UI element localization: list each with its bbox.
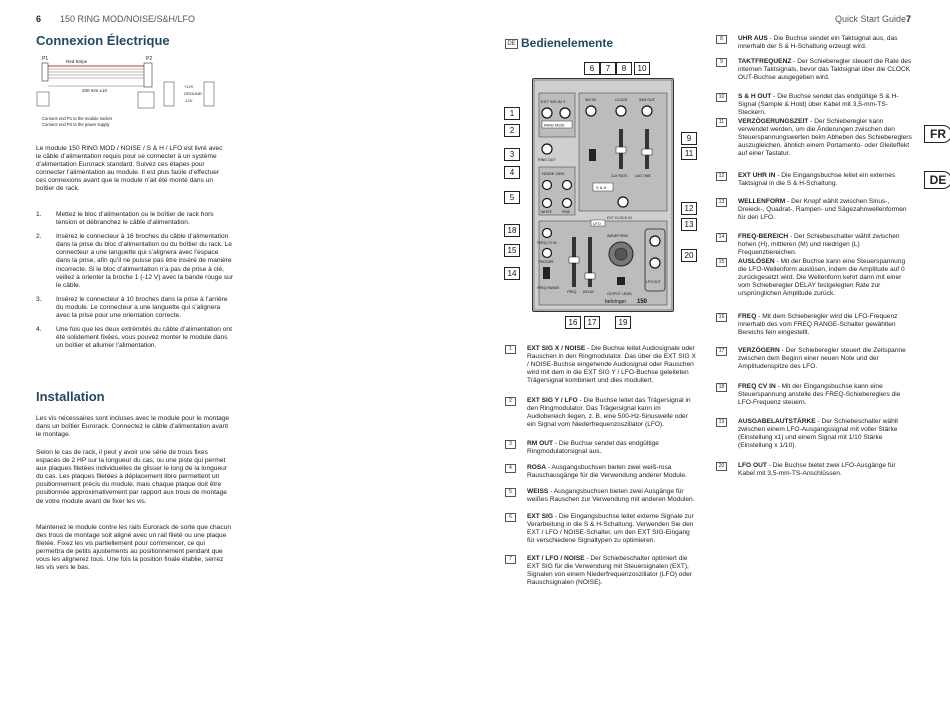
- panel-freq-label: FREQ: [567, 290, 577, 294]
- callout-left: 18: [504, 224, 520, 237]
- step-text: Insérez le connecteur à 16 broches du câble d’alimentation dans la prise du bloc d’alimentation ou du boîtier du rack. Le connecteur a une languette qui s’alignera avec l’espace dans la prise, afin qu’il ne puisse pas être inséré de manière incorrecte. Si le bloc d’alimentation n’a pas de prise à clé, veillez à orienter la broche 1 (-12 V) avec la bande rouge sur le câble.: [56, 233, 234, 289]
- callout-bottom: 17: [584, 316, 600, 329]
- callout-left: 4: [504, 166, 520, 179]
- panel-ring-mod-label: RING MOD: [544, 122, 565, 128]
- language-badge-de[interactable]: DE: [924, 171, 950, 189]
- panel-trigger-label: TRIGGER: [538, 260, 554, 264]
- control-item: 14 FREQ-BEREICH - Der Schiebeschalter wählt zwischen hohen (H), mittleren (M) und niedrigen (L) Frequenzbereichen.: [716, 233, 912, 257]
- panel-ext-clock-label: EXT CLOCK IN: [607, 216, 632, 220]
- panel-model-label: 150: [637, 299, 648, 305]
- step-text: Insérez le connecteur à 10 broches dans la prise à l’arrière du module. Le connecteur a une languette qui s’alignera avec la prise pour une orientation correcte.: [56, 295, 228, 320]
- step-number: 1.: [36, 211, 42, 218]
- control-item: 8 UHR AUS - Die Buchse sendet ein Taktsignal aus, das innerhalb der S & H-Schaltung erzeugt wird.: [716, 35, 912, 51]
- control-item: 6 EXT SIG - Die Eingangsbuchse leitet externe Signale zur Verarbeitung in die S & H-Schaltung. Verwenden Sie den EXT / LFO / NOISE-Schalter, um den EXT SIG-Eingang für verschiedene Signaltypen zu optimieren.: [505, 513, 697, 545]
- step-item: [36, 211, 234, 227]
- panel-sh-in-label: SIG IN: [585, 98, 596, 102]
- step-text: Mettez le bloc d’alimentation ou le boîtier de rack hors tension et débranchez le câble d’alimentation.: [56, 211, 214, 227]
- diagram-note-p2: Connect end P2 to the power supply: [42, 122, 110, 127]
- step-number: 2.: [36, 233, 42, 241]
- cable-length-label: 200 mm ±10: [82, 88, 107, 93]
- step-item: [36, 296, 234, 320]
- control-item: 12 EXT UHR IN - Die Eingangsbuchse leitet ein externes Taktsignal in die S & H-Schaltung.: [716, 172, 912, 188]
- language-tag-de: DE: [505, 39, 518, 49]
- control-item: 18 FREQ CV IN - Mit der Eingangsbuchse kann eine Steuerspannung anstelle des FREQ-Schiebereglers die LFO-Frequenz steuern.: [716, 383, 912, 407]
- language-badge-fr[interactable]: FR: [924, 125, 950, 143]
- control-item: 13 WELLENFORM - Der Knopf wählt zwischen Sinus-, Dreieck-, Quadrat-, Rampen- und Sägezahnwellenformen für den LFO.: [716, 198, 912, 222]
- panel-pink-label: PINK: [562, 210, 570, 214]
- callout-right: 20: [681, 249, 697, 262]
- panel-ring-out-label: RING OUT: [538, 158, 556, 162]
- right-page-number: 7: [906, 14, 912, 24]
- callout-top: 10: [634, 62, 650, 75]
- install-steps-list: [36, 211, 234, 356]
- right-running-header: Quick Start Guide: [835, 14, 907, 24]
- callout-top: 6: [584, 62, 600, 75]
- left-running-header: 150 RING MOD/NOISE/S&H/LFO: [60, 14, 196, 24]
- callout-right: 9: [681, 132, 697, 145]
- panel-clock-label: CLOCK: [615, 98, 628, 102]
- panel-noise-gen-label: NOISE GEN: [542, 171, 565, 176]
- install-paragraph-3: Maintenez le module contre les rails Eurorack de sorte que chacun des trous de montage soit aligné avec un rail fileté ou une plaque filetée. Fixez les vis partiellement pour commencer, ce qui permettra de petits ajustements au positionnement pendant que vous les alignerez tous. Une fois la position finale établie, serrez les vis vers le bas.: [36, 524, 231, 572]
- callout-top: 7: [600, 62, 616, 75]
- callout-bottom: 16: [565, 316, 581, 329]
- callout-left: 15: [504, 244, 520, 257]
- panel-lfo-out-label: LFO OUT: [646, 280, 661, 284]
- left-page-number: 6: [36, 14, 42, 24]
- control-item: 2 EXT SIG Y / LFO - Die Buchse leitet das Trägersignal in den Ringmodulator. Das Trägersignal kann im Audiobereich liegen, z. B. eine 500-Hz-Sinuswelle oder ein Signal vom Niederfrequenzoszillator (LFO).: [505, 397, 697, 429]
- control-item: 10 S & H OUT - Die Buchse sendet das endgültige S & H-Signal (Sample & Hold) über Kabel mit 3,5-mm-TS-Steckern.: [716, 93, 912, 117]
- control-item: 17 VERZÖGERN - Der Schieberegler steuert die Zeitspanne zwischen dem Beginn einer neuen Note und der Amplitudenspitze des LFO.: [716, 347, 912, 371]
- callout-right: 12: [681, 202, 697, 215]
- section-title-connexion: Connexion Électrique: [36, 33, 170, 48]
- callout-right: 11: [681, 147, 697, 160]
- panel-ext-sig-label: EXT SIG IN Y: [541, 99, 566, 104]
- control-item: 4 ROSA - Ausgangsbuchsen bieten zwei weiß-rosa Rauschausgänge für die Verwendung anderer Module.: [505, 464, 697, 480]
- control-item: 16 FREQ - Mit dem Schieberegler wird die LFO-Frequenz innerhalb des vom FREQ RANGE-Schalter gewählten Bereichs fein eingestellt.: [716, 313, 912, 337]
- callout-right: 13: [681, 218, 697, 231]
- control-item: 9 TAKTFREQUENZ - Der Schieberegler steuert die Rate des internen Taktsignals, bevor das Taktsignal über die CLOCK OUT-Buchse ausgegeben wird.: [716, 58, 912, 82]
- control-item: 7 EXT / LFO / NOISE - Der Schiebeschalter optimiert die EXT SIG für die Verwendung mit Steuersignalen (EXT), Signalen von einem Niederfrequenzoszillator (LFO) oder Rauschsignalen (NOISE).: [505, 555, 697, 587]
- control-item: 5 WEISS - Ausgangsbuchsen bieten zwei Ausgänge für weißes Rauschen zur Verwendung mit anderen Modulen.: [505, 488, 697, 504]
- diagram-note-p1: Connect end P1 to the module socket: [42, 116, 112, 121]
- panel-lfo-label: LFO: [593, 221, 601, 226]
- control-item: 15 AUSLÖSEN - Mit der Buchse kann eine Steuerspannung die LFO-Wellenform auslösen, indem die Amplitude auf 0 zurückgesetzt wird. Die Wellenform kehrt dann mit einer vom Schieberegler DELAY festgelegten Rate zur ursprünglichen Amplitude zurück.: [716, 258, 912, 298]
- callout-left: 1: [504, 107, 520, 120]
- callout-left: 2: [504, 124, 520, 137]
- panel-sh-label: S & H: [596, 185, 607, 190]
- panel-brand-label: behringer: [605, 299, 627, 305]
- control-item: 19 AUSGABELAUTSTÄRKE - Der Schiebeschalter wählt zwischen einem LFO-Ausgangssignal mit voller Stärke (Einstellung x1) und einem Signal mit 1/10 Stärke (Einstellung x 1/10).: [716, 418, 912, 450]
- control-item: 11 VERZÖGERUNGSZEIT - Der Schieberegler kann verwendet werden, um die Änderungen zwischen den Steuerspannungswerten beim Abheben des Schiebereglers auszugleichen, ähnlich einem Portamento- oder Gleiteffekt auf einer Tastatur.: [716, 118, 912, 158]
- panel-freq-cv-label: FREQ CV IN: [537, 241, 557, 245]
- panel-clk-rate-label: CLK RATE: [611, 174, 628, 178]
- section-title-bedienelemente: Bedienelemente: [521, 36, 614, 50]
- module-panel-art: [533, 79, 673, 311]
- callout-left: 3: [504, 148, 520, 161]
- panel-lag-time-label: LAG TIME: [635, 174, 651, 178]
- connector-p1: [42, 63, 48, 81]
- callout-bottom: 19: [615, 316, 631, 329]
- section-title-installation: Installation: [36, 389, 105, 404]
- panel-delay-label: DELAY: [583, 290, 594, 294]
- control-item: 1 EXT SIG X / NOISE - Die Buchse leitet Audiosignale oder Rauschen in den Ringmodulator. Das über die EXT SIG X / NOISE-Buchse eingehende Audiosignal oder Rauschen wird mit dem in die EXT SIG Y / LFO-Buchse geleiteten Trägersignal kombiniert und dies moduliert.: [505, 345, 697, 385]
- step-item: [36, 326, 234, 350]
- pin-label-ground: GROUND: [184, 91, 202, 96]
- intro-paragraph: Le module 150 RING MOD / NOISE / S & H / LFO est livré avec le câble d’alimentation requis pour se connecter à un système d’alimentation Eurorack standard. Suivez ces étapes pour connecter l’alimentation au module. Il est plus facile d’effectuer ces connexions avant que le module n’ait été monté dans un boîtier de rack.: [36, 145, 223, 193]
- p1-label: P1: [42, 56, 49, 62]
- step-number: 3.: [36, 295, 42, 303]
- step-text: Une fois que les deux extrémités du câble d’alimentation ont été solidement fixées, vous pouvez monter le module dans un boîtier et allumer l’alimentation.: [56, 326, 232, 350]
- control-item: 3 RM OUT - Die Buchse sendet das endgültige Ringmodulatorsignal aus.: [505, 440, 697, 456]
- step-item: [36, 233, 234, 290]
- callout-left: 14: [504, 267, 520, 280]
- panel-waveform-label: WAVEFORM: [607, 234, 628, 238]
- step-number: 4.: [36, 326, 42, 334]
- p2-label: P2: [146, 56, 153, 62]
- red-stripe-label: Red Stripe: [66, 59, 88, 64]
- panel-out-label: S&H OUT: [639, 98, 655, 102]
- install-paragraph-2: Selon le cas de rack, il peut y avoir une série de trous fixes espacés de 2 HP sur la longueur du cas, ou une piste qui permet aux plaques filetées individuelles de glisser le long de la longueur du cas. Les plaques filetées à déplacement libre permettent un positionnement précis du module, mais chaque plaque doit être positionnée approximativement par rapport aux trous de montage de votre module avant de fixer les vis.: [36, 449, 227, 505]
- install-paragraph-1: Les vis nécessaires sont incluses avec le module pour le montage dans un boîtier Eurorack. Connectez le câble d’alimentation avant le montage.: [36, 415, 230, 439]
- control-item: 20 LFO OUT - Die Buchse bietet zwei LFO-Ausgänge für Kabel mit 3,5-mm-TS-Anschlüssen.: [716, 462, 912, 478]
- pin-label-minus12v: -12V: [184, 98, 193, 103]
- panel-output-level-label: OUTPUT LEVEL: [607, 292, 633, 296]
- callout-top: 8: [616, 62, 632, 75]
- panel-white-label: WHITE: [541, 210, 552, 214]
- power-cable-diagram: [36, 54, 236, 132]
- callout-left: 5: [504, 191, 520, 204]
- panel-freq-range-label: FREQ RANGE: [537, 286, 560, 290]
- connector-p2: [144, 63, 152, 87]
- module-panel: [532, 78, 674, 312]
- pin-label-12v: +12V: [184, 84, 194, 89]
